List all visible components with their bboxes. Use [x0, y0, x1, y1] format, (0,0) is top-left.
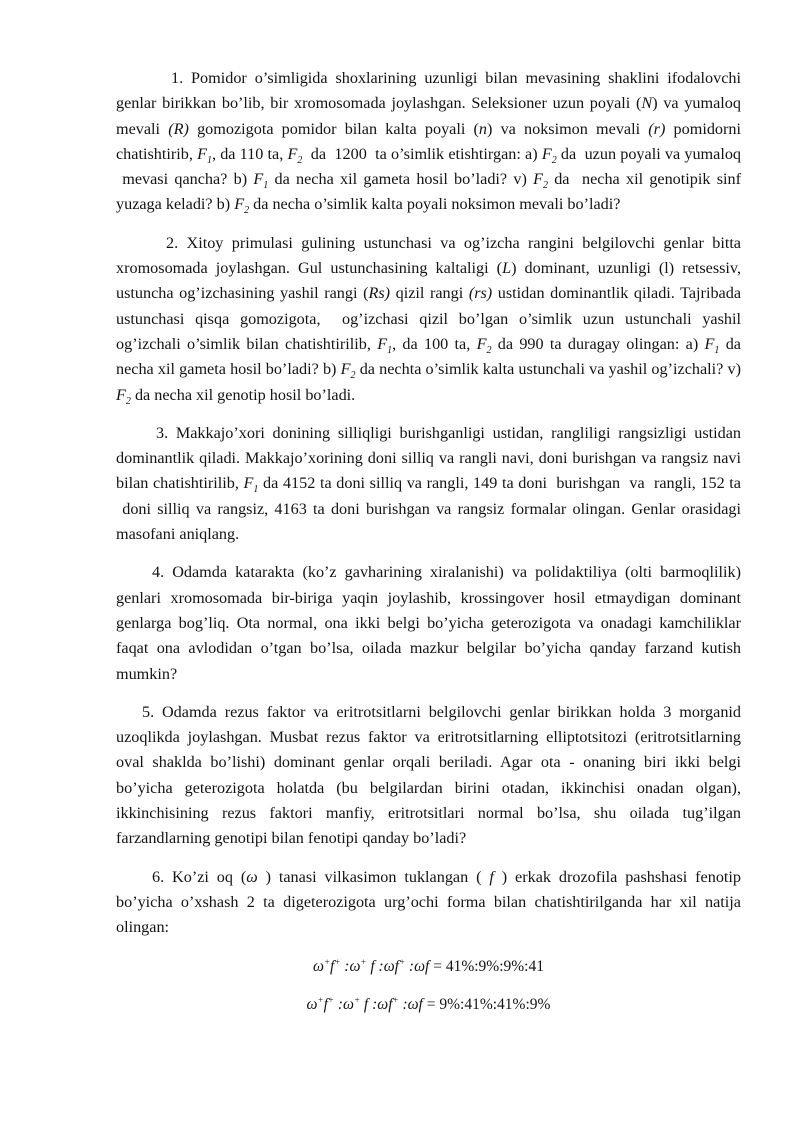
- task-1: [116, 66, 741, 218]
- task-6-text: 6. Ko’zi oq (ω ) tanasi vilkasimon tuklangan ( f ) erkak drozofila pashshasi fenotip bo’yicha o’xshash 2 ta digeterozigota urg’ochi forma bilan chatishtirilganda har xil natija olingan:: [116, 867, 741, 937]
- formula-1-genotypes: ω+f+ :ω+ f :ωf+ :ωf: [313, 956, 430, 975]
- task-2-text: 2. Xitoy primulasi gulining ustunchasi va og’izcha rangini belgilovchi genlar bitta xromosomada joylashgan. Gul ustunchasining kaltaligi (L) dominant, uzunligi (l) retsessiv, ustuncha og’izchasining yashil rangi (Rs) qizil rangi (rs) ustidan dominantlik qiladi. Tajribada ustunchasi qisqa gomozigota, og’izchasi qizil bo’lgan o’simlik uzun ustunchali yashil og’izchali o’simlik bilan chatishtirilib, $F_1$, da 100 ta, $F_2$ da 990 ta duragay olingan: a) $F_1$ da necha xil gameta hosil bo’ladi? b) $F_2$ da nechta o’simlik kalta ustunchali va yashil og’izchali? v) $F_2$ da necha xil genotip hosil bo’ladi.: [116, 233, 742, 407]
- task-6: [116, 865, 741, 941]
- task-2: [116, 231, 741, 408]
- formula-2-genotypes: ω+f+ :ω+ f :ωf+ :ωf: [306, 994, 423, 1013]
- task-1-text: 1. Pomidor o’simligida shoxlarining uzunligi bilan mevasining shaklini ifodalovchi genlar birikkan bo’lib, bir xromosomada joylashgan. Seleksioner uzun poyali (N) va yumaloq mevali (R) gomozigota pomidor bilan kalta poyali (n) va noksimon mevali (r) pomidorni chatishtirib, $F_1$, da 110 ta, $F_2$ da 1200 ta o’simlik etishtirgan: a) $F_2$ da uzun poyali va yumaloq mevasi qancha? b) $F_1$ da necha xil gameta hosil bo’ladi? v) $F_2$ da necha xil genotipik sinf yuzaga keladi? b) $F_2$ da necha o’simlik kalta poyali noksimon mevali bo’ladi?: [116, 69, 742, 217]
- task-4-text: 4. Odamda katarakta (ko’z gavharining xiralanishi) va polidaktiliya (olti barmoqlilik) genlari xromosomada bir-biriga yaqin joylashib, krossingover hosil etmaydigan dominant genlarga bog’liq. Ota normal, ona ikki belgi bo’yicha geterozigota va onadagi kamchiliklar faqat ona avlodidan o’tgan bo’lsa, oilada mazkur belgilar bo’yicha qanday farzand kutish mumkin?: [116, 563, 741, 683]
- task-5-text: 5. Odamda rezus faktor va eritrotsitlarni belgilovchi genlar birikkan holda 3 morganid uzoqlikda joylashgan. Musbat rezus faktor va eritrotsitlarning elliptotsitozi (eritrotsitlarning oval shaklda bo’lishi) dominant genlar orqali beriladi. Agar ota - onaning biri ikki belgi bo’yicha geterozigota holatda (bu belgilardan birini otadan, ikkinchisi onadan olgan), ikkinchisining rezus faktori manfiy, eritrotsitlari normal bo’lsa, shu oilada tug’ilgan farzandlarning genotipi bilan fenotipi qanday bo’ladi?: [116, 702, 741, 848]
- formula-1-ratio: = 41%:9%:9%:41: [429, 957, 544, 975]
- task-3: [116, 421, 741, 547]
- formula-2-ratio: = 9%:41%:41%:9%: [422, 995, 551, 1013]
- task-5: [116, 700, 741, 852]
- formula-2: [116, 993, 741, 1017]
- task-3-text: 3. Makkajo’xori donining silliqligi burishganligi ustidan, rangliligi rangsizligi ustidan dominantlik qiladi. Makkajo’xorining doni silliq va rangli navi, doni burishgan va rangsiz navi bilan chatishtirilib, $F_1$ da 4152 ta doni silliq va rangli, 149 ta doni burishgan va rangli, 152 ta doni silliq va rangsiz, 4163 ta doni burishgan va rangsiz formalar olingan. Genlar orasidagi masofani aniqlang.: [116, 423, 741, 544]
- task-4: [116, 560, 741, 686]
- formula-1: [116, 955, 741, 979]
- document-page: [116, 66, 741, 1017]
